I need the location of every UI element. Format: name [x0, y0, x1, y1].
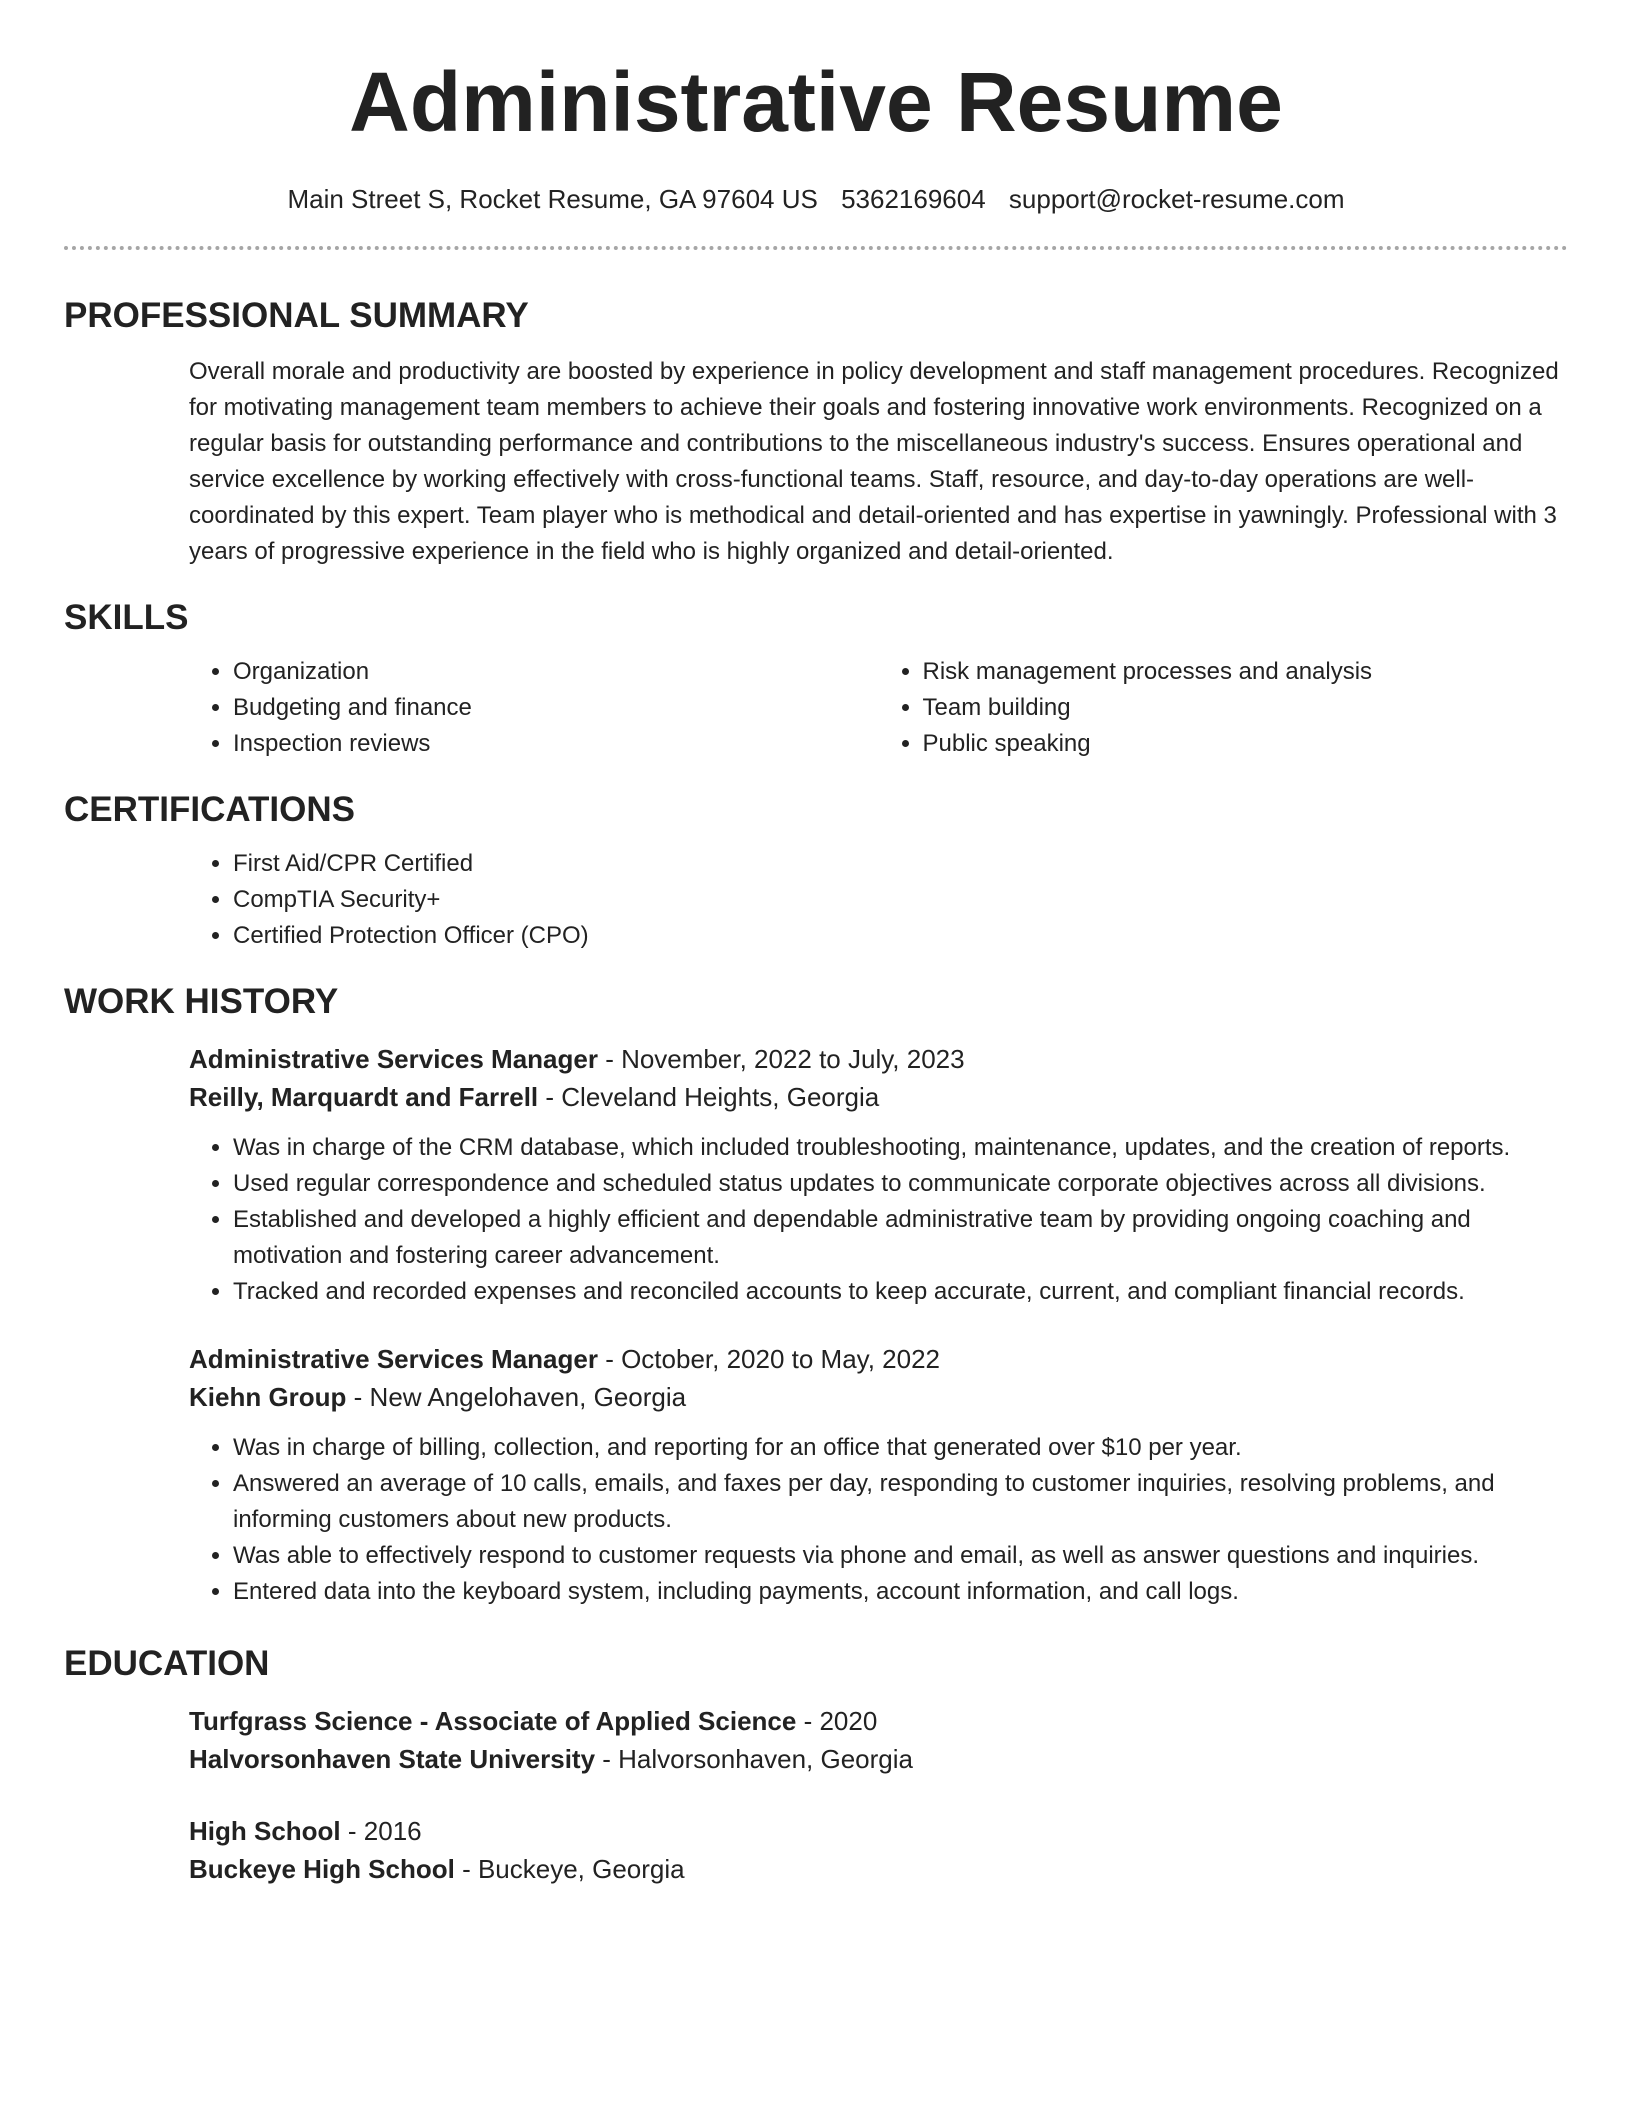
skills-heading: SKILLS	[64, 598, 189, 637]
job-company-line	[189, 1078, 1568, 1116]
job-role: Administrative Services Manager	[189, 1344, 598, 1374]
certification-item: • Certified Protection Officer (CPO)	[233, 918, 1568, 954]
education-location: - Buckeye, Georgia	[454, 1854, 685, 1884]
contact-email: support@rocket-resume.com	[1008, 184, 1345, 214]
education-entry	[189, 1812, 1568, 1888]
resume-title: Administrative Resume	[349, 55, 1283, 149]
education-school: Buckeye High School	[189, 1854, 455, 1884]
job-dates: - November, 2022 to July, 2023	[597, 1044, 965, 1074]
contact-line	[64, 182, 1568, 216]
skill-item: • Budgeting and finance	[233, 690, 879, 726]
job-role: Administrative Services Manager	[189, 1044, 598, 1074]
skill-item: • Inspection reviews	[233, 726, 879, 762]
skills-section	[64, 596, 1568, 762]
job-entry	[189, 1040, 1568, 1310]
job-bullet: • Used regular correspondence and scheduled status updates to communicate corporate objectives across all divisions.	[233, 1166, 1568, 1202]
job-bullet: • Entered data into the keyboard system, including payments, account information, and call logs.	[233, 1574, 1568, 1610]
job-bullet: • Tracked and recorded expenses and reconciled accounts to keep accurate, current, and compliant financial records.	[233, 1274, 1568, 1310]
certification-item: • CompTIA Security+	[233, 882, 1568, 918]
contact-address: Main Street S, Rocket Resume, GA 97604 US	[287, 184, 818, 214]
skill-item: • Organization	[233, 654, 879, 690]
job-company-line	[189, 1378, 1568, 1416]
job-location: - Cleveland Heights, Georgia	[538, 1082, 880, 1112]
education-location: - Halvorsonhaven, Georgia	[595, 1744, 913, 1774]
summary-heading: PROFESSIONAL SUMMARY	[64, 296, 529, 335]
skills-left-list	[189, 654, 879, 762]
job-bullet: • Established and developed a highly efficient and dependable administrative team by providing ongoing coaching and motivation and fostering career advancement.	[233, 1202, 1568, 1274]
skill-item: • Risk management processes and analysis	[923, 654, 1569, 690]
education-degree: Turfgrass Science - Associate of Applied Science	[189, 1706, 797, 1736]
skills-grid	[189, 654, 1568, 762]
education-degree-line	[189, 1812, 1568, 1850]
education-year: - 2020	[796, 1706, 878, 1736]
education-school: Halvorsonhaven State University	[189, 1744, 596, 1774]
education-school-line	[189, 1740, 1568, 1778]
certifications-section	[64, 788, 1568, 954]
work-history-heading: WORK HISTORY	[64, 982, 339, 1021]
job-dates: - October, 2020 to May, 2022	[597, 1344, 941, 1374]
education-year: - 2016	[340, 1816, 422, 1846]
education-school-line	[189, 1850, 1568, 1888]
certification-item: • First Aid/CPR Certified	[233, 846, 1568, 882]
summary-section	[64, 294, 1568, 570]
job-location: - New Angelohaven, Georgia	[346, 1382, 687, 1412]
job-title-line	[189, 1040, 1568, 1078]
job-entry	[189, 1340, 1568, 1610]
job-company: Reilly, Marquardt and Farrell	[189, 1082, 539, 1112]
education-section	[64, 1642, 1568, 1888]
work-history-section	[64, 980, 1568, 1610]
job-bullets	[189, 1130, 1568, 1310]
job-bullet: • Was in charge of the CRM database, which included troubleshooting, maintenance, updates, and the creation of reports.	[233, 1130, 1568, 1166]
summary-text: Overall morale and productivity are boosted by experience in policy development and staff management procedures. Recognized for motivating management team members to achieve their goals and fostering innovative work environments. Recognized on a regular basis for outstanding performance and contributions to the miscellaneous industry's success. Ensures operational and service excellence by working effectively with cross-functional teams. Staff, resource, and day-to-day operations are well-coordinated by this expert. Team player who is methodical and detail-oriented and has expertise in yawningly. Professional with 3 years of progressive experience in the field who is highly organized and detail-oriented.	[189, 358, 1559, 565]
skills-right-list	[879, 654, 1569, 762]
header-divider	[64, 246, 1568, 250]
skill-item: • Team building	[923, 690, 1569, 726]
certifications-heading: CERTIFICATIONS	[64, 790, 356, 829]
education-degree: High School	[189, 1816, 341, 1846]
job-title-line	[189, 1340, 1568, 1378]
job-bullet: • Was in charge of billing, collection, and reporting for an office that generated over $10 per year.	[233, 1430, 1568, 1466]
contact-phone: 5362169604	[841, 184, 986, 214]
education-entry	[189, 1702, 1568, 1778]
skill-item: • Public speaking	[923, 726, 1569, 762]
education-degree-line	[189, 1702, 1568, 1740]
job-company: Kiehn Group	[189, 1382, 347, 1412]
certifications-list	[189, 846, 1568, 954]
job-bullet: • Answered an average of 10 calls, emails, and faxes per day, responding to customer inquiries, resolving problems, and informing customers about new products.	[233, 1466, 1568, 1538]
job-bullet: • Was able to effectively respond to customer requests via phone and email, as well as answer questions and inquiries.	[233, 1538, 1568, 1574]
education-heading: EDUCATION	[64, 1644, 270, 1683]
job-bullets	[189, 1430, 1568, 1610]
